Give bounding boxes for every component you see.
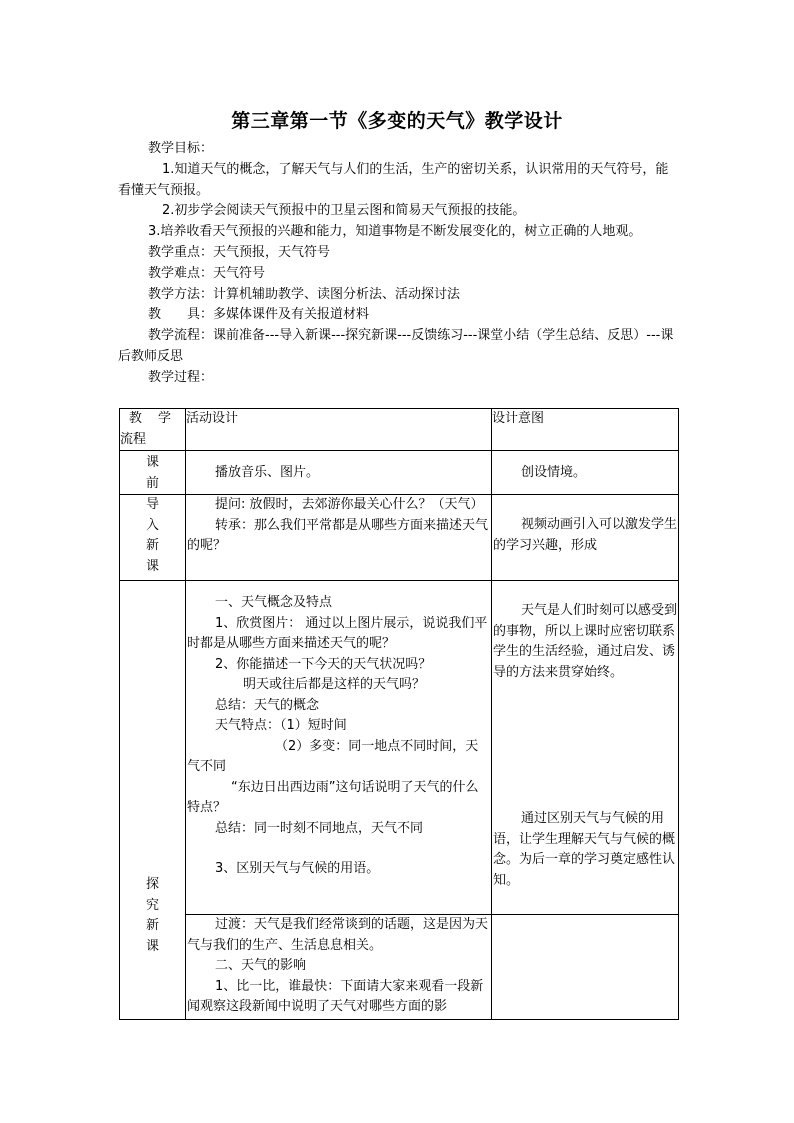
label-char: 究 [145,897,159,913]
intent-introduction [492,495,679,581]
label-char: 课 [145,455,159,470]
document-title: 第三章第一节《多变的天气》教学设计 [231,110,563,132]
goal-1: 1.知道天气的概念，了解天气与人们的生活，生产的密切关系，认识常用的天气符号，能看懂天气预报。 [118,161,669,198]
activity-item: 1、欣赏图片： 通过以上图片展示，说说我们平时都是从哪些方面来描述天气的呢？ [187,615,488,651]
activity-item: 3、区别天气与气候的用语。 [215,861,380,876]
transition-text: 过渡：天气是我们经常谈到的话题，这是因为天气与我们的生产、生活息息相关。 [187,917,489,953]
row-label-introduction [120,495,186,581]
label-char: 课 [145,938,159,954]
spacer [492,683,678,809]
weather-feature: （2）多变：同一地点不同时间，天气不同 [187,738,479,774]
intent-before-class [492,451,679,495]
label-char: 新 [145,918,159,933]
section-heading: 二、天气的影响 [215,958,307,973]
label-char: 前 [145,475,159,491]
activity-introduction [186,495,492,581]
row-label-explore [120,581,186,1020]
intent-text: 通过区别天气与气候的用语，让学生理解天气与气候的概念。为后一章的学习奠定感性认知。 [493,811,676,888]
table-row-explore-b [120,915,679,1020]
weather-feature: 天气特点：（1）短时间 [215,718,347,733]
activity-before-class [186,451,492,495]
difficulties: 教学难点：天气符号 [148,265,266,281]
intent-explore-b [492,915,679,1020]
header-intent: 设计意图 [492,409,679,451]
label-char: 新 [145,538,159,553]
goal-heading: 教学目标： [148,141,214,156]
methods: 教学方法：计算机辅助教学、读图分析法、活动探讨法 [148,286,461,302]
header-flow [120,409,186,451]
section-heading: 一、天气概念及特点 [215,595,333,610]
intro-section [118,139,676,389]
spacer [186,839,491,859]
header-flow-bottom: 流程 [120,431,147,447]
flow: 教学流程：课前准备---导入新课---探究新课---反馈练习---课堂小结（学生总结、反思）---课后教师反思 [118,328,674,364]
activity-explore-b [186,915,492,1020]
key-points: 教学重点：天气预报，天气符号 [148,244,331,260]
header-flow-top: 教 学 [128,411,177,426]
table-row-explore-a [120,581,679,915]
goal-3: 3.培养收看天气预报的兴趣和能力，知道事物是不断发展变化的，树立正确的人地观。 [148,224,642,240]
label-char: 探 [145,877,159,892]
summary: 总结：天气的概念 [215,697,320,713]
activity-explore-a [186,581,492,915]
table-row-introduction [120,495,679,581]
activity-item: “东边日出西边雨”这句话说明了天气的什么特点？ [187,779,479,815]
table-header-row [120,409,679,451]
intent-text: 创设情境。 [521,465,587,480]
header-activity: 活动设计 [186,409,492,451]
summary: 总结：同一时刻不同地点，天气不同 [215,820,424,836]
goal-2: 2.初步学会阅读天气预报中的卫星云图和简易天气预报的技能。 [162,203,526,219]
process-heading: 教学过程： [148,369,214,385]
table-row-before-class [120,451,679,495]
activity-item: 明天或往后都是这样的天气吗？ [243,677,426,692]
label-char: 课 [145,558,159,574]
label-char: 入 [145,517,159,533]
intent-explore-a [492,581,679,915]
activity-item: 2、你能描述一下今天的天气状况吗？ [215,656,432,672]
activity-transition: 转承：那么我们平常都是从哪些方面来描述天气的呢？ [187,517,489,553]
intent-text: 天气是人们时刻可以感受到的事物，所以上课时应密切联系学生的生活经验，通过启发、诱导的方法来贯穿始终。 [493,603,678,680]
activity-item: 1、比一比，谁最快：下面请大家来观看一段新闻观察这段新闻中说明了天气对哪些方面的影 [187,978,484,1014]
tools: 教 具：多媒体课件及有关报道材料 [148,307,370,323]
intent-text: 视频动画引入可以激发学生的学习兴趣，形成 [493,517,678,553]
activity-question: 提问: 放假时，去郊游你最关心什么？（天气） [215,497,484,512]
process-table [119,408,679,1020]
row-label-before-class [120,451,186,495]
label-char: 导 [145,497,159,512]
activity-text: 播放音乐、图片。 [215,465,320,480]
